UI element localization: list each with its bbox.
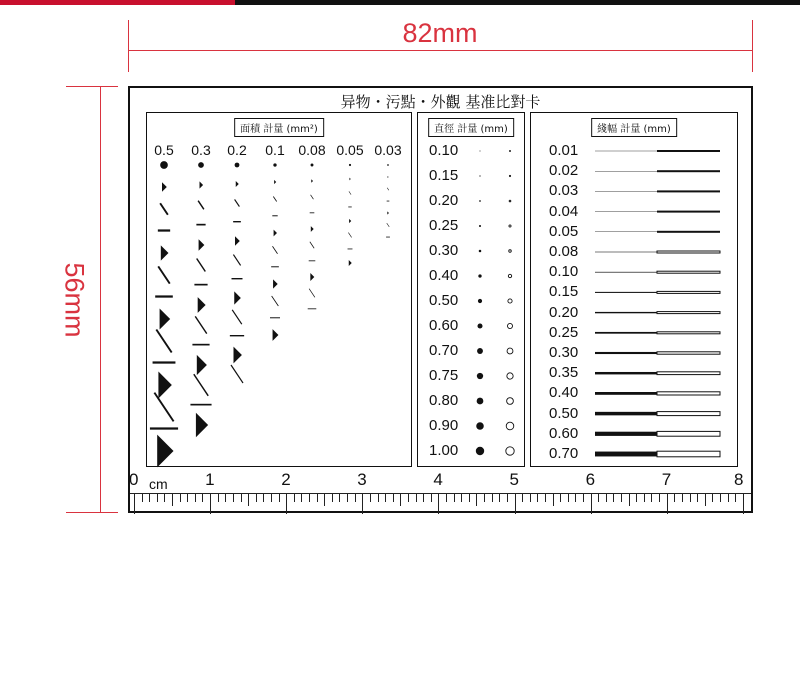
area-line-mark: [272, 246, 277, 254]
diameter-hollow-dot: [508, 274, 511, 277]
ruler-tick: [690, 494, 691, 502]
width-bar-right: [657, 251, 720, 253]
ruler-tick: [431, 494, 432, 502]
ruler-tick: [309, 494, 310, 502]
area-column-header: 0.2: [227, 142, 247, 158]
ruler-tick: [355, 494, 356, 502]
ruler-tick: [469, 494, 470, 502]
area-bar-mark: [232, 278, 243, 279]
diameter-filled-dot: [479, 175, 480, 176]
width-bar-right: [657, 372, 720, 375]
ruler-tick: [172, 494, 173, 506]
diameter-filled-dot: [480, 151, 481, 152]
ruler-tick: [210, 494, 211, 514]
ruler-tick: [180, 494, 181, 502]
width-line-right: [657, 170, 720, 172]
area-bar-mark: [230, 335, 244, 336]
area-triangle-mark: [311, 226, 314, 232]
area-bar-mark: [308, 308, 317, 309]
ruler-tick: [393, 494, 394, 502]
width-row-label: 0.05: [549, 222, 579, 240]
ruler-tick: [644, 494, 645, 502]
ruler-tick: [286, 494, 287, 514]
width-row-label: 0.03: [549, 182, 579, 200]
width-row-label: 0.01: [549, 142, 579, 159]
ruler-tick: [598, 494, 599, 502]
area-triangle-mark: [274, 230, 277, 237]
width-row-label: 0.10: [549, 263, 579, 281]
ruler-tick: [515, 494, 516, 514]
area-line-mark: [154, 393, 173, 422]
area-panel: [146, 112, 412, 467]
ruler-tick: [241, 494, 242, 502]
ruler-tick: [568, 494, 569, 502]
ruler-tick: [271, 494, 272, 502]
diameter-hollow-dot: [507, 348, 513, 354]
area-column-header: 0.5: [154, 142, 174, 158]
diameter-hollow-dot: [507, 398, 514, 405]
ruler-tick: [651, 494, 652, 502]
diameter-filled-dot: [478, 299, 482, 303]
diameter-hollow-dot: [508, 299, 512, 303]
ruler-tick: [438, 494, 439, 514]
width-line-left: [595, 432, 657, 436]
ruler-tick: [416, 494, 417, 502]
area-line-mark: [194, 374, 208, 396]
ruler-cm-label: 5: [509, 470, 519, 489]
diameter-filled-dot: [477, 348, 483, 354]
area-line-mark: [235, 199, 240, 206]
area-triangle-mark: [273, 329, 279, 341]
area-line-mark: [158, 266, 170, 283]
width-bar-right: [657, 352, 720, 354]
diameter-row-label: 0.75: [429, 367, 459, 384]
width-row-label: 0.04: [549, 202, 579, 220]
width-line-left: [595, 412, 657, 416]
area-line-mark: [233, 255, 240, 266]
area-bar-mark: [192, 344, 209, 346]
ruler-tick: [659, 494, 660, 502]
area-bar-mark: [158, 229, 170, 231]
area-triangle-mark: [388, 176, 389, 178]
ruler-tick: [157, 494, 158, 502]
width-line-right: [657, 231, 720, 233]
area-bar-mark: [233, 221, 241, 222]
area-triangle-mark: [200, 181, 204, 188]
ruler-tick: [248, 494, 249, 506]
width-bar-right: [657, 312, 720, 314]
ruler-unit-label: cm: [149, 476, 168, 492]
area-triangle-mark: [311, 179, 313, 183]
area-triangle-mark: [310, 273, 314, 281]
diameter-hollow-dot: [509, 225, 511, 227]
diameter-filled-dot: [476, 422, 484, 430]
ruler-cm-label: 4: [433, 470, 443, 489]
area-triangle-mark: [160, 308, 171, 329]
ruler-tick: [476, 494, 477, 506]
diameter-panel: [417, 112, 525, 467]
width-line-left: [595, 292, 657, 293]
ruler-tick: [499, 494, 500, 502]
diameter-filled-dot: [478, 274, 481, 277]
area-bar-mark: [271, 266, 279, 267]
width-row-label: 0.30: [549, 344, 579, 361]
width-line-left: [595, 352, 657, 354]
area-column-header: 0.1: [265, 142, 285, 158]
diameter-row-label: 0.70: [429, 342, 459, 359]
ruler-tick: [682, 494, 683, 502]
width-row-label: 0.50: [549, 404, 579, 422]
area-bar-mark: [309, 260, 316, 261]
area-bar-mark: [348, 207, 351, 208]
ruler-baseline: [130, 493, 751, 494]
ruler-tick: [705, 494, 706, 506]
width-row-label: 0.70: [549, 445, 579, 462]
width-panel-title: 綫幅 計量 (mm): [591, 118, 677, 137]
diameter-hollow-dot: [509, 200, 511, 202]
diameter-filled-dot: [477, 323, 482, 328]
ruler-tick: [263, 494, 264, 502]
width-bar-right: [657, 431, 720, 436]
diameter-filled-dot: [477, 398, 484, 405]
area-bar-mark: [272, 215, 277, 216]
width-row-label: 0.20: [549, 303, 579, 321]
area-line-mark: [231, 365, 243, 383]
area-triangle-mark: [198, 297, 206, 313]
comparison-card: [128, 86, 753, 513]
width-line-left: [595, 392, 657, 395]
ruler-tick: [613, 494, 614, 502]
area-dot-mark: [273, 163, 276, 166]
area-triangle-mark: [158, 372, 171, 399]
area-bar-mark: [153, 361, 176, 363]
width-row-label: 0.02: [549, 162, 579, 180]
width-dimension-label: 82mm: [402, 18, 478, 48]
area-bar-mark: [194, 284, 207, 286]
ruler-tick: [461, 494, 462, 502]
ruler-tick: [728, 494, 729, 502]
area-line-mark: [310, 242, 314, 248]
area-dot-mark: [349, 164, 351, 166]
ruler-tick: [324, 494, 325, 506]
diameter-hollow-dot: [507, 373, 513, 379]
width-line-right: [657, 211, 720, 213]
ruler-tick: [522, 494, 523, 502]
width-line-left: [595, 252, 657, 253]
area-bar-mark: [270, 317, 280, 318]
ruler-tick: [332, 494, 333, 502]
area-line-mark: [387, 223, 390, 227]
ruler-tick: [347, 494, 348, 502]
area-dot-mark: [387, 164, 389, 166]
diameter-filled-dot: [479, 225, 481, 227]
ruler-tick: [507, 494, 508, 502]
area-bar-mark: [196, 224, 205, 226]
ruler-tick: [385, 494, 386, 502]
width-line-right: [657, 150, 720, 152]
ruler-tick: [735, 494, 736, 502]
area-triangle-mark: [349, 260, 352, 266]
area-dot-mark: [198, 162, 204, 168]
ruler-cm-label: 6: [585, 470, 596, 489]
ruler-tick: [256, 494, 257, 502]
width-line-left: [595, 332, 657, 334]
area-dot-mark: [235, 163, 240, 168]
area-column-header: 0.3: [191, 142, 211, 158]
ruler-tick: [492, 494, 493, 502]
ruler-tick: [629, 494, 630, 506]
width-line-right: [657, 190, 720, 192]
area-triangle-mark: [162, 182, 167, 192]
ruler-tick: [530, 494, 531, 502]
ruler-tick: [545, 494, 546, 502]
area-triangle-mark: [234, 291, 241, 304]
ruler-tick: [636, 494, 637, 502]
width-marks: [531, 113, 739, 468]
area-triangle-mark: [234, 347, 242, 364]
diameter-row-label: 1.00: [429, 442, 459, 459]
diameter-row-label: 0.25: [429, 217, 459, 234]
area-triangle-mark: [349, 178, 350, 181]
diameter-marks: [418, 113, 526, 468]
ruler-tick: [720, 494, 721, 502]
area-triangle-mark: [236, 181, 239, 187]
area-line-mark: [232, 310, 242, 324]
area-triangle-mark: [349, 219, 351, 223]
ruler-tick: [606, 494, 607, 502]
area-line-mark: [349, 191, 351, 194]
width-row-label: 0.60: [549, 424, 579, 442]
diameter-row-label: 0.10: [429, 142, 459, 159]
area-line-mark: [198, 201, 204, 210]
ruler-tick: [294, 494, 295, 502]
ruler-tick: [583, 494, 584, 502]
area-triangle-mark: [197, 355, 207, 375]
diameter-filled-dot: [479, 250, 482, 253]
ruler-tick: [149, 494, 150, 502]
ruler-tick: [134, 494, 135, 514]
width-row-label: 0.08: [549, 243, 579, 260]
area-triangle-mark: [199, 239, 205, 251]
ruler-tick: [423, 494, 424, 502]
ruler-cm-label: 3: [357, 470, 367, 489]
area-dot-mark: [160, 161, 168, 169]
ruler-tick: [370, 494, 371, 502]
diameter-row-label: 0.90: [429, 417, 459, 434]
diameter-row-label: 0.50: [429, 292, 459, 309]
ruler-tick: [218, 494, 219, 502]
ruler-tick: [712, 494, 713, 502]
diameter-row-label: 0.40: [429, 267, 459, 284]
ruler-tick: [674, 494, 675, 502]
area-line-mark: [156, 329, 171, 352]
width-row-label: 0.15: [549, 283, 579, 301]
diameter-hollow-dot: [506, 422, 514, 430]
ruler-tick: [202, 494, 203, 502]
top-bar-accent: [0, 0, 235, 5]
area-bar-mark: [190, 404, 211, 406]
diameter-row-label: 0.80: [429, 392, 459, 409]
ruler-tick: [225, 494, 226, 502]
ruler-tick: [454, 494, 455, 502]
diameter-row-label: 0.60: [429, 317, 459, 334]
area-triangle-mark: [196, 413, 208, 437]
diameter-hollow-dot: [506, 447, 514, 455]
area-bar-mark: [348, 249, 353, 250]
ruler-tick: [575, 494, 576, 502]
ruler-tick: [446, 494, 447, 502]
ruler-tick: [667, 494, 668, 514]
height-dimension-label: 56mm: [59, 262, 90, 338]
ruler-tick: [195, 494, 196, 502]
area-triangle-mark: [274, 180, 276, 184]
width-line-left: [595, 312, 657, 313]
area-panel-title: 面積 計量 (mm²): [234, 118, 324, 137]
area-bar-mark: [386, 237, 390, 238]
width-bar-right: [657, 271, 720, 273]
ruler-tick: [317, 494, 318, 502]
diameter-panel-title: 直徑 計量 (mm): [428, 118, 514, 137]
area-line-mark: [272, 296, 279, 306]
ruler: [130, 470, 751, 511]
diameter-hollow-dot: [510, 151, 511, 152]
ruler-tick: [378, 494, 379, 502]
width-bar-right: [657, 291, 720, 293]
area-triangle-mark: [157, 435, 173, 468]
ruler-cm-label: 2: [281, 470, 291, 489]
width-row-label: 0.40: [549, 384, 579, 402]
diameter-hollow-dot: [507, 323, 512, 328]
ruler-tick: [279, 494, 280, 502]
ruler-tick: [743, 494, 744, 514]
diameter-filled-dot: [479, 200, 481, 202]
area-line-mark: [387, 188, 389, 191]
ruler-tick: [697, 494, 698, 502]
ruler-tick: [537, 494, 538, 502]
area-triangle-mark: [273, 279, 278, 288]
ruler-cm-label: 8: [734, 470, 744, 489]
area-column-header: 0.08: [298, 142, 326, 158]
area-bar-mark: [150, 427, 178, 429]
width-bar-right: [657, 412, 720, 416]
area-triangle-mark: [387, 211, 389, 214]
width-bar-right: [657, 332, 720, 334]
area-line-mark: [311, 195, 314, 199]
diameter-row-label: 0.30: [429, 242, 459, 259]
area-triangle-mark: [235, 236, 240, 246]
ruler-tick: [142, 494, 143, 502]
ruler-cm-label: 0: [129, 470, 139, 489]
area-bar-mark: [310, 212, 315, 213]
diameter-filled-dot: [477, 373, 483, 379]
area-line-mark: [348, 233, 351, 238]
ruler-tick: [560, 494, 561, 502]
ruler-tick: [591, 494, 592, 514]
width-bar-right: [657, 451, 720, 457]
area-line-mark: [195, 316, 207, 333]
ruler-cm-label: 7: [661, 470, 672, 489]
ruler-tick: [362, 494, 363, 514]
ruler-tick: [484, 494, 485, 502]
diameter-hollow-dot: [509, 175, 510, 176]
area-line-mark: [273, 196, 276, 201]
area-bar-mark: [387, 201, 390, 202]
diameter-filled-dot: [476, 447, 484, 455]
area-column-header: 0.05: [336, 142, 364, 158]
area-line-mark: [197, 259, 206, 272]
area-marks: [147, 113, 413, 468]
diameter-row-label: 0.20: [429, 192, 459, 209]
ruler-tick: [400, 494, 401, 506]
width-row-label: 0.35: [549, 364, 579, 382]
ruler-tick: [187, 494, 188, 502]
width-line-left: [595, 272, 657, 273]
diameter-row-label: 0.15: [429, 167, 459, 184]
width-bar-right: [657, 392, 720, 395]
ruler-tick: [621, 494, 622, 502]
width-row-label: 0.25: [549, 323, 579, 341]
ruler-tick: [301, 494, 302, 502]
width-line-left: [595, 452, 657, 457]
ruler-tick: [164, 494, 165, 502]
diameter-hollow-dot: [509, 250, 512, 253]
area-column-header: 0.03: [374, 142, 402, 158]
ruler-cm-label: 1: [205, 470, 215, 489]
ruler-tick: [408, 494, 409, 502]
ruler-tick: [339, 494, 340, 502]
area-line-mark: [160, 203, 168, 215]
ruler-tick: [233, 494, 234, 502]
width-panel: [530, 112, 738, 467]
area-triangle-mark: [161, 245, 169, 260]
area-dot-mark: [311, 164, 314, 167]
area-line-mark: [309, 289, 315, 298]
width-line-left: [595, 372, 657, 374]
ruler-tick: [553, 494, 554, 506]
area-bar-mark: [155, 295, 173, 297]
card-title: 异物・污點・外觀 基准比對卡: [340, 93, 541, 111]
